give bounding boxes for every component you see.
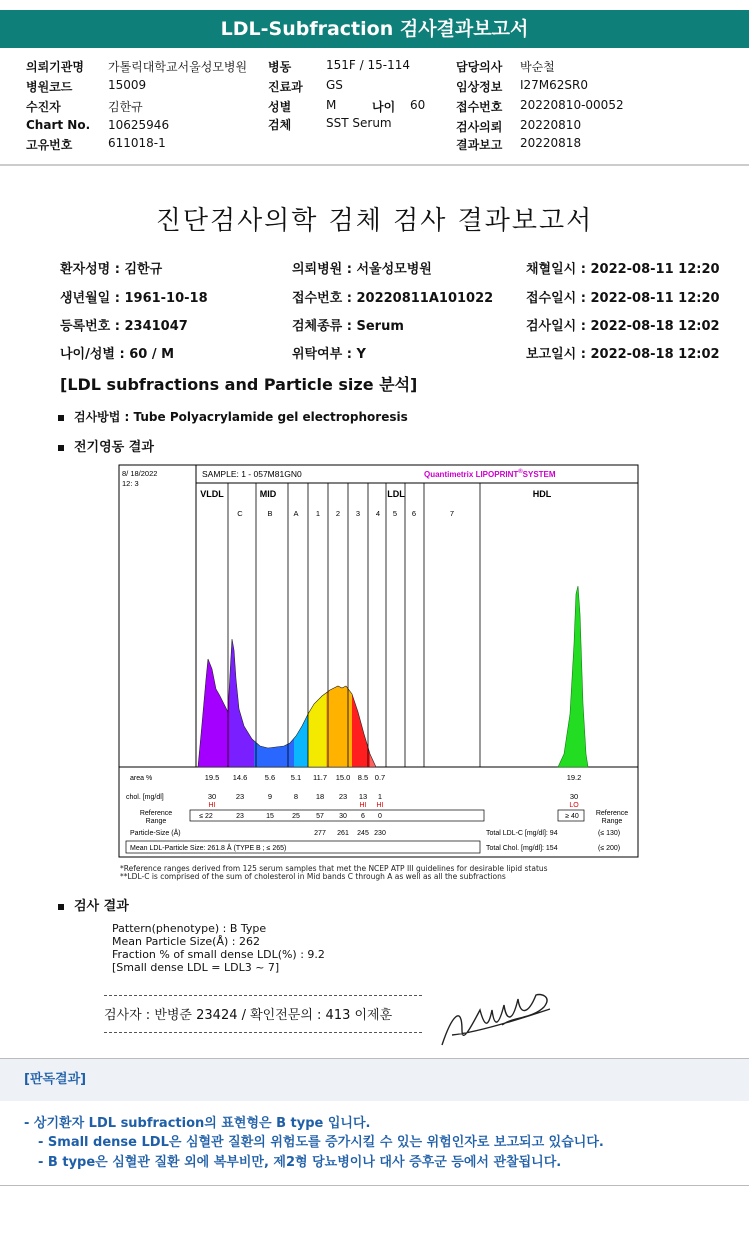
flag-value: LO xyxy=(569,802,579,809)
header-value: M xyxy=(326,98,337,112)
patient-info: 환자성명 : 김한규 xyxy=(60,262,163,277)
area-value: 5.6 xyxy=(264,773,276,782)
chol-row-label: chol. [mg/dl] xyxy=(126,794,164,801)
header-label: 고유번호 xyxy=(26,138,73,152)
chart-sample: SAMPLE: 1 - 057M81GN0 xyxy=(202,469,302,479)
electro-label: 전기영동 결과 xyxy=(74,440,154,455)
area-value: 14.6 xyxy=(232,773,248,782)
header-label: 결과보고 xyxy=(456,138,503,152)
chart-date: 8/ 18/2022 xyxy=(122,469,158,478)
signature-line xyxy=(104,995,422,1033)
ref-value: 57 xyxy=(316,813,324,820)
registered-icon: ® xyxy=(518,469,523,475)
judgement-line: - B type은 심혈관 질환 외에 복부비만, 제2형 당뇨병이나 대사 증후군 등에서 관찰됩니다. xyxy=(38,1155,562,1170)
band-label: 3 xyxy=(355,509,361,518)
header-value: 15009 xyxy=(108,78,147,92)
header-value: 가톨릭대학교서울성모병원 xyxy=(108,60,248,74)
header-value: 611018-1 xyxy=(108,136,166,150)
ref-value: ≥ 40 xyxy=(565,813,579,820)
chol-value: 23 xyxy=(235,792,245,801)
ref-value: 15 xyxy=(266,813,274,820)
footnote: **LDL-C is comprised of the sum of cholesterol in Mid bands C through A as well as all the subfractions xyxy=(120,872,506,881)
header-label: 임상정보 xyxy=(456,80,503,94)
band-label: 7 xyxy=(449,509,455,518)
particle-value: 261 xyxy=(337,830,349,837)
header-value: 151F / 15-114 xyxy=(326,58,410,72)
electro-heading xyxy=(58,436,154,455)
area-value: 15.0 xyxy=(335,773,351,782)
flag-value: HI xyxy=(376,802,384,809)
area-row-label: area % xyxy=(130,775,153,782)
header-label: 접수번호 xyxy=(456,100,503,114)
brand-name: Quantimetrix LIPOPRINT xyxy=(424,470,519,479)
result-block xyxy=(112,922,325,974)
chol-value: 9 xyxy=(267,792,273,801)
order-header xyxy=(0,52,749,166)
result-line: Pattern(phenotype) : B Type xyxy=(112,922,267,935)
group-label: VLDL xyxy=(200,489,224,499)
patient-info: 의뢰병원 : 서울성모병원 xyxy=(292,262,432,277)
group-label: LDL xyxy=(387,489,405,499)
header-value: I27M62SR0 xyxy=(520,78,589,92)
ref-value: ≤ 22 xyxy=(199,813,213,820)
result-line: [Small dense LDL = LDL3 ~ 7] xyxy=(112,961,280,974)
band-label: 2 xyxy=(335,509,341,518)
header-value: 박순철 xyxy=(520,60,555,74)
particle-value: 230 xyxy=(374,830,386,837)
ref-row-label: Reference xyxy=(595,810,629,817)
ref-value: 25 xyxy=(292,813,300,820)
chol-value: 23 xyxy=(338,792,348,801)
chol-value: 13 xyxy=(358,792,368,801)
header-label: 의뢰기관명 xyxy=(26,60,84,74)
bullet-icon xyxy=(58,445,64,451)
flag-value: HI xyxy=(208,802,216,809)
judgement-line: - Small dense LDL은 심혈관 질환의 위험도를 증가시킬 수 있는 위험인자로 보고되고 있습니다. xyxy=(38,1135,604,1150)
patient-info: 보고일시 : 2022-08-18 12:02 xyxy=(526,347,720,362)
area-value: 0.7 xyxy=(374,773,386,782)
header-label: 수진자 xyxy=(26,100,61,114)
particle-row-label: Particle-Size (Å) xyxy=(130,830,181,837)
header-value: 10625946 xyxy=(108,118,170,132)
particle-value: 277 xyxy=(314,830,326,837)
judgement-heading: [판독결과] xyxy=(0,1059,749,1101)
header-label: 병동 xyxy=(268,60,292,74)
result-line: Fraction % of small dense LDL(%) : 9.2 xyxy=(112,948,325,961)
ref-row-label: Reference xyxy=(139,810,173,817)
section-title: [LDL subfractions and Particle size 분석] xyxy=(60,375,418,394)
chart-brand xyxy=(424,468,556,479)
band-label: 1 xyxy=(315,509,321,518)
patient-info: 접수일시 : 2022-08-11 12:20 xyxy=(526,291,720,306)
mean-particle-size: Mean LDL-Particle Size: 261.8 Å (TYPE B ; ≤ 265) xyxy=(130,845,287,852)
patient-info: 검사일시 : 2022-08-18 12:02 xyxy=(526,319,720,334)
result-line: Mean Particle Size(Å) : 262 xyxy=(112,935,260,948)
ref-row-label: Range xyxy=(145,818,167,825)
header-label: 담당의사 xyxy=(456,60,503,74)
bullet-icon xyxy=(58,904,64,910)
total-chol: Total Chol. [mg/dl]: 154 xyxy=(486,845,558,852)
header-label: Chart No. xyxy=(26,118,91,132)
chol-value: 18 xyxy=(315,792,325,801)
result-heading xyxy=(58,895,129,914)
footnote: *Reference ranges derived from 125 serum samples that met the NCEP ATP III guidelines for desirable lipid status xyxy=(120,864,548,873)
ref-row-label: Range xyxy=(601,818,623,825)
band-label: C xyxy=(237,509,243,518)
header-value: 김한규 xyxy=(108,100,143,114)
ref-value: 30 xyxy=(339,813,347,820)
method-line xyxy=(58,408,408,425)
signature-text: 검사자 : 반병준 23424 / 확인전문의 : 413 이제훈 xyxy=(104,1008,393,1023)
header-value: GS xyxy=(326,78,343,92)
header-label: 병원코드 xyxy=(26,80,73,94)
report-title: LDL-Subfraction 검사결과보고서 xyxy=(0,10,749,48)
area-value: 8.5 xyxy=(357,773,369,782)
lipoprint-chart xyxy=(118,464,640,859)
header-value: 20220810 xyxy=(520,118,582,132)
total-ldl-ref: (≤ 130) xyxy=(598,830,621,837)
flag-value: HI xyxy=(359,802,367,809)
patient-info: 나이/성별 : 60 / M xyxy=(60,347,175,362)
patient-info: 접수번호 : 20220811A101022 xyxy=(292,291,494,306)
band-label: A xyxy=(293,509,299,518)
bullet-icon xyxy=(58,415,64,421)
band-label: 5 xyxy=(392,509,398,518)
document-title: 진단검사의학 검체 검사 결과보고서 xyxy=(155,206,594,236)
chol-value: 30 xyxy=(569,792,579,801)
patient-info: 채혈일시 : 2022-08-11 12:20 xyxy=(526,262,720,277)
patient-info: 위탁여부 : Y xyxy=(292,347,366,362)
chol-value: 8 xyxy=(293,792,299,801)
judgement-line: - 상기환자 LDL subfraction의 표현형은 B type 입니다. xyxy=(24,1116,371,1131)
header-value: 60 xyxy=(410,98,426,112)
patient-info: 등록번호 : 2341047 xyxy=(60,319,188,334)
header-label: 검체 xyxy=(268,118,292,132)
chart-time: 12: 3 xyxy=(122,479,139,488)
method-text: 검사방법 : Tube Polyacrylamide gel electrophoresis xyxy=(74,410,408,424)
header-label: 나이 xyxy=(372,100,396,114)
area-value: 19.5 xyxy=(204,773,220,782)
header-label: 검사의뢰 xyxy=(456,120,503,134)
patient-info: 검체종류 : Serum xyxy=(292,319,404,334)
ref-value: 0 xyxy=(378,813,382,820)
header-label: 성별 xyxy=(268,100,292,114)
header-value: 20220818 xyxy=(520,136,582,150)
header-label: 진료과 xyxy=(268,80,303,94)
ref-value: 6 xyxy=(361,813,365,820)
area-value: 19.2 xyxy=(566,773,582,782)
brand-suffix: SYSTEM xyxy=(522,470,556,479)
result-label: 검사 결과 xyxy=(74,899,129,914)
header-value: 20220810-00052 xyxy=(520,98,624,112)
chol-value: 30 xyxy=(207,792,217,801)
particle-value: 245 xyxy=(357,830,369,837)
total-chol-ref: (≤ 200) xyxy=(598,845,621,852)
area-value: 11.7 xyxy=(312,773,328,782)
total-ldl: Total LDL-C [mg/dl]: 94 xyxy=(486,830,558,837)
ref-value: 23 xyxy=(236,813,244,820)
band-label: 6 xyxy=(411,509,417,518)
signature-icon xyxy=(432,985,562,1055)
group-label: HDL xyxy=(532,489,552,499)
chol-value: 1 xyxy=(377,792,383,801)
patient-info: 생년월일 : 1961-10-18 xyxy=(60,291,208,306)
band-label: 4 xyxy=(375,509,381,518)
band-label: B xyxy=(267,509,273,518)
group-label: MID xyxy=(259,489,277,499)
area-value: 5.1 xyxy=(290,773,302,782)
header-value: SST Serum xyxy=(326,116,392,130)
